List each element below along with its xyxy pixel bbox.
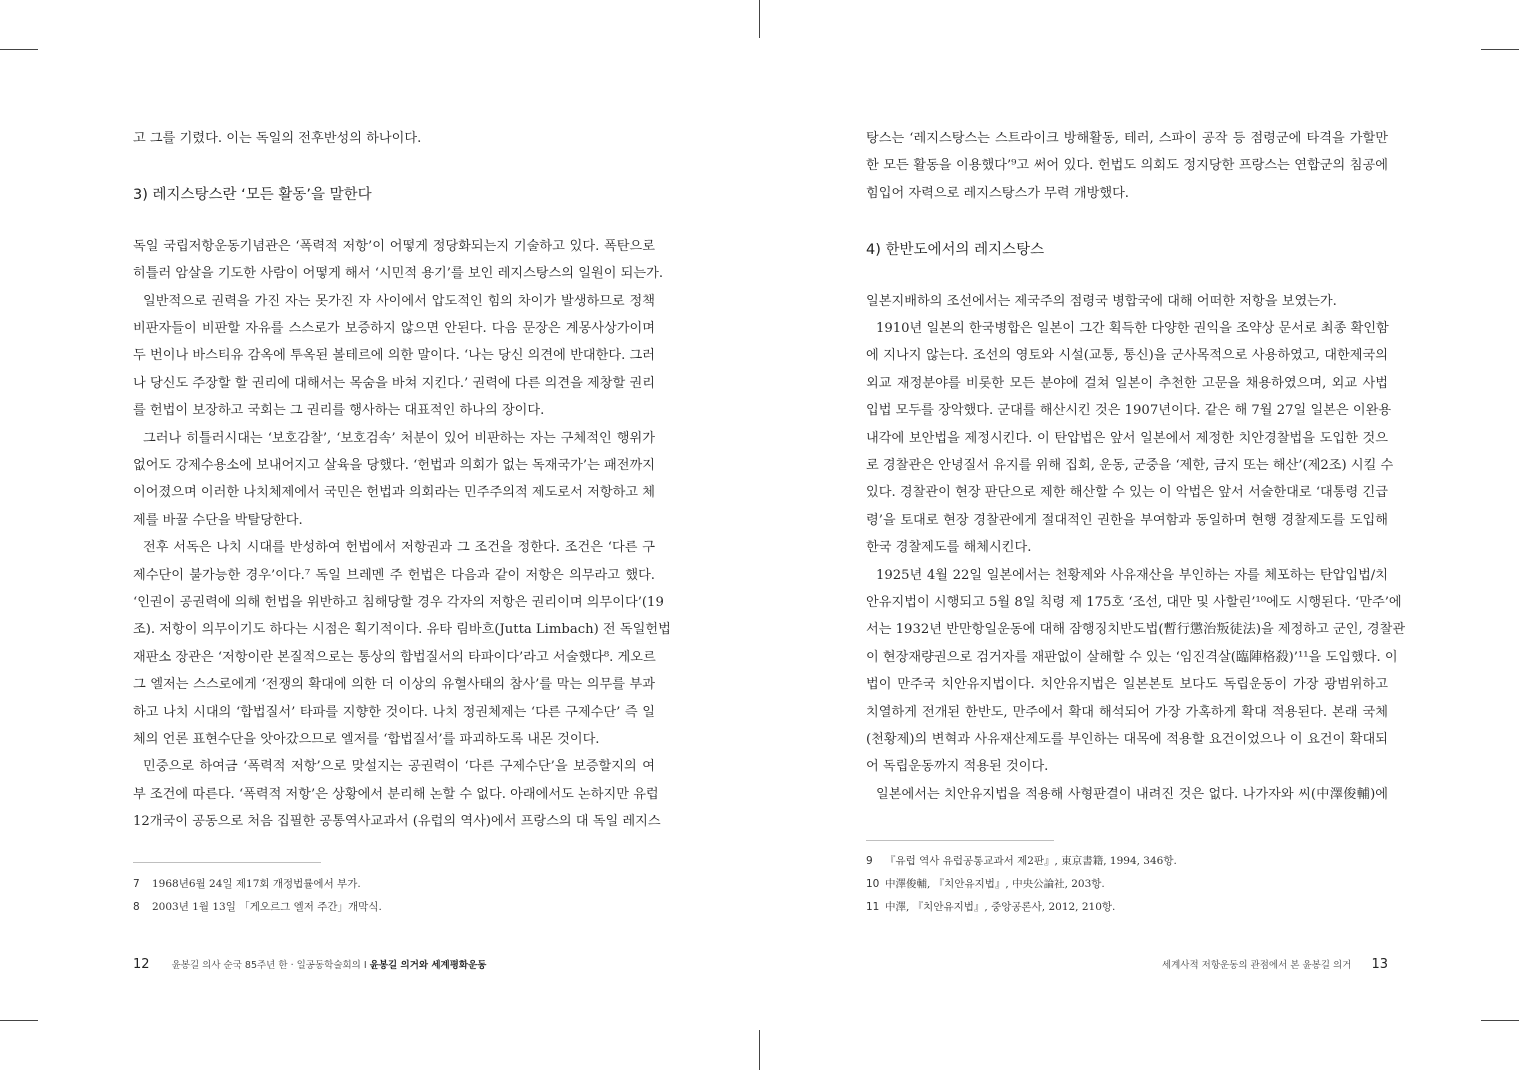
section-heading: 3) 레지스탕스란 ‘모든 활동’을 말한다 <box>133 187 372 203</box>
body-line: 비판자들이 비판할 자유를 스스로가 보증하지 않으면 안된다. 다음 문장은 계몽사상가이며 <box>133 321 655 336</box>
body-line: 일본지배하의 조선에서는 제국주의 점령국 병합국에 대해 어떠한 저항을 보였는가. <box>866 294 1337 309</box>
body-line: 에 지나지 않는다. 조선의 영토와 시설(교통, 통신)을 군사목적으로 사용하였고, 대한제국의 <box>866 348 1388 363</box>
footnote <box>866 877 1388 891</box>
body-line: 치열하게 전개된 한반도, 만주에서 확대 해석되어 가장 가혹하게 확대 적용된다. 본래 국체 <box>866 705 1388 720</box>
body-line: 법이 만주국 치안유지법이다. 치안유지법은 일본본토 보다도 독립운동이 가장 광범위하고 <box>866 677 1388 692</box>
footnote-text: 1968년6월 24일 제17회 개정법률에서 부가. <box>152 878 361 890</box>
running-head: 윤봉길 의사 순국 85주년 한 · 일공동학술회의 I <box>171 960 370 971</box>
running-head: 세계사적 저항운동의 관점에서 본 윤봉길 의거 <box>1161 960 1352 971</box>
body-line: 부 조건에 따른다. ‘폭력적 저항’은 상황에서 분리해 논할 수 없다. 아래에서도 논하지만 유럽 <box>133 787 659 802</box>
body-line: 고 그를 기렸다. 이는 독일의 전후반성의 하나이다. <box>133 131 422 146</box>
footnote-divider <box>133 862 321 863</box>
footnote-number: 9 <box>866 855 873 867</box>
page-number: 12 <box>133 957 150 972</box>
crop-mark <box>1481 1020 1519 1021</box>
body-line: 없어도 강제수용소에 보내어지고 살육을 당했다. ‘헌법과 의회가 없는 독재국가’는 패전까지 <box>133 458 655 473</box>
body-line: 탕스는 ‘레지스탕스는 스트라이크 방해활동, 테러, 스파이 공작 등 점령군에 타격을 가할만 <box>866 131 1388 146</box>
body-line: 하고 나치 시대의 ‘합법질서’ 타파를 지향한 것이다. 나치 정권체제는 ‘다른 구제수단’ 즉 일 <box>133 705 655 720</box>
footnote-number: 7 <box>133 878 140 890</box>
footnote-text: 中澤, 『치안유지법』, 중앙공론사, 2012, 210항. <box>885 901 1116 913</box>
body-line: (천황제)의 변혁과 사유재산제도를 부인하는 대목에 적용할 요건이었으나 이 요건이 확대되 <box>866 732 1388 747</box>
footnote <box>133 877 655 891</box>
body-line: 안유지법이 시행되고 5월 8일 칙령 제 175호 ‘조선, 대만 및 사할린’¹⁰에도 시행된다. ‘만주’에 <box>866 595 1402 610</box>
footnote-number: 11 <box>866 901 880 913</box>
footnote-text: 2003년 1월 13일 「게오르그 엘저 주간」개막식. <box>152 901 382 913</box>
crop-mark <box>759 1030 760 1070</box>
body-line: 조). 저항이 의무이기도 하다는 시점은 획기적이다. 유타 림바흐(Jutta Limbach) 전 독일헌법 <box>133 622 671 637</box>
body-line: 1925년 4월 22일 일본에서는 천황제와 사유재산을 부인하는 자를 체포하는 탄압입법/치 <box>876 568 1388 583</box>
footnote <box>866 854 1388 868</box>
body-line: 제를 바꿀 수단을 박탈당한다. <box>133 513 303 528</box>
body-line: 1910년 일본의 한국병합은 일본이 그간 획득한 다양한 권익을 조약상 문서로 최종 확인함 <box>876 321 1389 336</box>
footnote <box>133 900 655 914</box>
body-line: 재판소 장관은 ‘저항이란 본질적으로는 통상의 합법질서의 타파이다’라고 서술했다⁸. 게오르 <box>133 650 656 665</box>
body-line: 있다. 경찰관이 현장 판단으로 제한 해산할 수 있는 이 악법은 앞서 서술한대로 ‘대통령 긴급 <box>866 485 1388 500</box>
crop-mark <box>0 1020 38 1021</box>
body-line: 히틀러 암살을 기도한 사람이 어떻게 해서 ‘시민적 용기’를 보인 레지스탕스의 일원이 되는가. <box>133 266 664 281</box>
page-number: 13 <box>1371 957 1388 972</box>
footnote-divider <box>866 840 1054 841</box>
footnote-number: 8 <box>133 901 140 913</box>
body-line: 이 현장재량권으로 검거자를 재판없이 살해할 수 있는 ‘임진격살(臨陣格殺)’¹¹을 도입했다. 이 <box>866 650 1398 665</box>
body-line: 독일 국립저항운동기념관은 ‘폭력적 저항’이 어떻게 정당화되는지 기술하고 있다. 폭탄으로 <box>133 239 655 254</box>
body-line: 령’을 토대로 현장 경찰관에게 절대적인 권한을 부여함과 동일하며 현행 경찰제도를 도입해 <box>866 513 1388 528</box>
page-footer <box>1162 957 1388 974</box>
body-line: 내각에 보안법을 제정시킨다. 이 탄압법은 앞서 일본에서 제정한 치안경찰법을 도입한 것으 <box>866 431 1388 446</box>
body-line: 12개국이 공동으로 처음 집필한 공통역사교과서 (유럽의 역사)에서 프랑스의 대 독일 레지스 <box>133 814 661 829</box>
body-line: 외교 재정분야를 비롯한 모든 분야에 걸쳐 일본이 추천한 고문을 채용하였으며, 외교 사법 <box>866 376 1388 391</box>
body-line: 서는 1932년 반만항일운동에 대해 잠행징치반도법(暫行懲治叛徒法)을 제정하고 군인, 경찰관 <box>866 622 1406 637</box>
body-line: 나 당신도 주장할 할 권리에 대해서는 목숨을 바쳐 지킨다.’ 권력에 다른 의견을 제창할 권리 <box>133 376 655 391</box>
body-line: 민중으로 하여금 ‘폭력적 저항’으로 맞설지는 공권력이 ‘다른 구제수단’을 보증할지의 여 <box>143 759 655 774</box>
section-heading: 4) 한반도에서의 레지스탕스 <box>866 242 1045 258</box>
body-line: 일반적으로 권력을 가진 자는 못가진 자 사이에서 압도적인 힘의 차이가 발생하므로 정책 <box>143 294 655 309</box>
running-head-title: 윤봉길 의거와 세계평화운동 <box>369 960 487 971</box>
body-line: 두 번이나 바스티유 감옥에 투옥된 볼테르에 의한 말이다. ‘나는 당신 의견에 반대한다. 그러 <box>133 348 655 363</box>
footnote-number: 10 <box>866 878 880 890</box>
crop-mark <box>1481 49 1519 50</box>
body-line: 일본에서는 치안유지법을 적용해 사형판결이 내려진 것은 없다. 나가자와 씨(中澤俊輔)에 <box>876 787 1388 802</box>
body-line: 한 모든 활동을 이용했다’⁹고 써어 있다. 헌법도 의회도 정지당한 프랑스는 연합군의 침공에 <box>866 158 1388 173</box>
body-line: 한국 경찰제도를 해체시킨다. <box>866 540 1032 555</box>
body-line: ‘인권이 공권력에 의해 헌법을 위반하고 침해당할 경우 각자의 저항은 권리이며 의무이다’(19 <box>133 595 664 610</box>
body-line: 이어졌으며 이러한 나치체제에서 국민은 헌법과 의회라는 민주주의적 제도로서 저항하고 체 <box>133 485 655 500</box>
footnote-text: 『유럽 역사 유럽공통교과서 제2판』, 東京書籍, 1994, 346항. <box>885 855 1177 867</box>
body-line: 힘입어 자력으로 레지스탕스가 무력 개방했다. <box>866 186 1130 201</box>
body-line: 를 헌법이 보장하고 국회는 그 권리를 행사하는 대표적인 하나의 장이다. <box>133 403 545 418</box>
body-line: 입법 모두를 장악했다. 군대를 해산시킨 것은 1907년이다. 같은 해 7월 27일 일본은 이완용 <box>866 403 1392 418</box>
page-footer <box>133 957 486 974</box>
crop-mark <box>759 0 760 38</box>
body-line: 그러나 히틀러시대는 ‘보호감찰’, ‘보호검속’ 처분이 있어 비판하는 자는 구체적인 행위가 <box>143 431 655 446</box>
body-line: 제수단이 불가능한 경우’이다.⁷ 독일 브레멘 주 헌법은 다음과 같이 저항은 의무라고 했다. <box>133 568 655 583</box>
body-line: 로 경찰관은 안녕질서 유지를 위해 집회, 운동, 군중을 ‘제한, 금지 또는 해산’(제2조) 시킬 수 <box>866 458 1394 473</box>
footnote-text: 中澤俊輔, 『치안유지법』, 中央公論社, 203항. <box>885 878 1105 890</box>
footnote <box>866 900 1388 914</box>
body-line: 체의 언론 표현수단을 앗아갔으므로 엘저를 ‘합법질서’를 파괴하도록 내몬 것이다. <box>133 732 600 747</box>
body-line: 어 독립운동까지 적용된 것이다. <box>866 759 1049 774</box>
crop-mark <box>0 49 38 50</box>
body-line: 그 엘저는 스스로에게 ‘전쟁의 확대에 의한 더 이상의 유혈사태의 참사’를 막는 의무를 부과 <box>133 677 655 692</box>
body-line: 전후 서독은 나치 시대를 반성하여 헌법에서 저항권과 그 조건을 정한다. 조건은 ‘다른 구 <box>143 540 655 555</box>
